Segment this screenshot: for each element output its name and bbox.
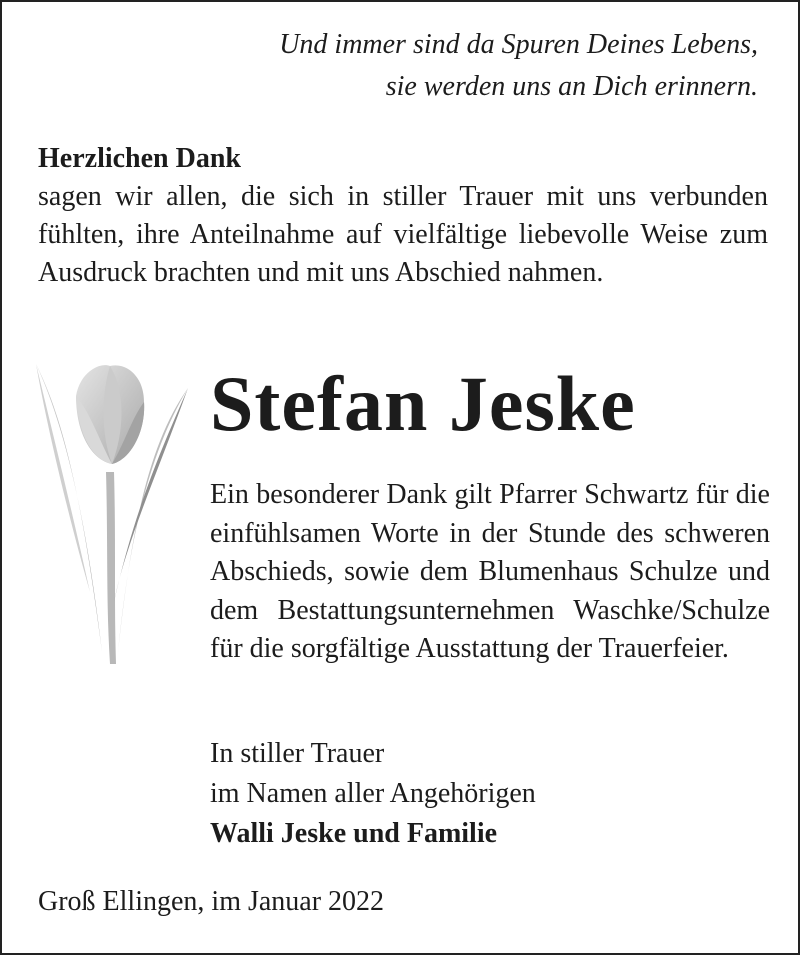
family-name: Walli Jeske und Familie <box>210 818 498 849</box>
signoff-block <box>210 734 536 854</box>
motto-line-1: Und immer sind da Spuren Deines Lebens, <box>279 29 758 60</box>
thanks-section <box>38 140 768 292</box>
place-date: Groß Ellingen, im Januar 2022 <box>38 886 385 917</box>
motto-line-2: sie werden uns an Dich erinnern. <box>385 71 758 102</box>
signoff-line-1: In stiller Trauer <box>210 738 385 769</box>
deceased-name: Stefan Jeske <box>210 360 636 447</box>
motto-quote <box>279 24 758 108</box>
tulip-icon <box>30 352 190 672</box>
thanks-body: sagen wir allen, die sich in stiller Trauer mit uns verbunden fühlten, ihre Anteilnahme auf vielfältige liebevolle Weise zum Ausdruck brachten und mit uns Abschied nahmen. <box>38 181 768 288</box>
special-thanks-paragraph: Ein besonderer Dank gilt Pfarrer Schwartz für die einfühlsamen Worte in der Stunde des schweren Abschieds, sowie dem Blumenhaus Schulze und dem Bestattungsunternehmen Waschke/Schulze für die sorgfältige Ausstattung der Trauerfeier. <box>210 479 770 664</box>
thanks-heading: Herzlichen Dank <box>38 143 241 174</box>
signoff-line-2: im Namen aller Angehörigen <box>210 778 536 809</box>
